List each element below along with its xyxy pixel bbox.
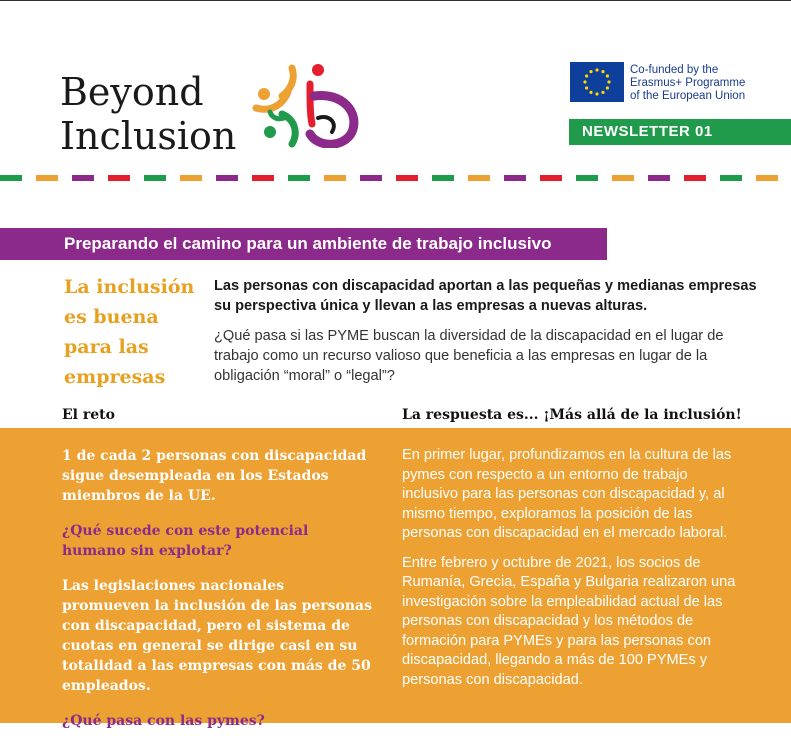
dash-segment — [756, 175, 778, 181]
side-title: La inclusión es buena para las empresas — [64, 276, 195, 388]
dash-segment — [576, 175, 598, 181]
top-border — [0, 0, 791, 1]
challenge-question-1: ¿Qué sucede con este potencial humano sin explotar? — [62, 523, 309, 559]
dash-segment — [360, 175, 382, 181]
dash-segment — [216, 175, 238, 181]
dash-segment — [468, 175, 490, 181]
right-column-heading: La respuesta es... ¡Más allá de la inclusión! — [402, 407, 742, 423]
newsletter-badge: NEWSLETTER 01 — [569, 119, 791, 145]
dash-segment — [684, 175, 706, 181]
challenge-legislation: Las legislaciones nacionales promueven la inclusión de las personas con discapacidad, pero el sistema de cuotas en general se dirige casi en su totalidad a las empresas con más de 50 empleados. — [62, 578, 373, 694]
logo-line-2: Inclusion — [60, 114, 237, 158]
dash-segment — [36, 175, 58, 181]
left-column — [62, 446, 374, 746]
left-column-heading: El reto — [62, 407, 115, 423]
section-title-bar: Preparando el camino para un ambiente de trabajo inclusivo — [0, 228, 607, 260]
decorative-dash-divider — [0, 175, 791, 181]
dash-segment — [72, 175, 94, 181]
challenge-question-2: ¿Qué pasa con las pymes? — [62, 713, 265, 729]
intro-lead: Las personas con discapacidad aportan a las pequeñas y medianas empresas su perspectiva única y llevan a las empresas a nuevas alturas. — [214, 278, 757, 314]
dash-segment — [324, 175, 346, 181]
eu-cofunded-text: Co-funded by the Erasmus+ Programme of the European Union — [630, 64, 746, 102]
dash-segment — [648, 175, 670, 181]
answer-paragraph-2: Entre febrero y octubre de 2021, los socios de Rumanía, Grecia, España y Bulgaria realizaron una investigación sobre la empleabilidad actual de las personas con discapacidad y los métodos de formación para PYMEs y para las personas con discapacidad, llegando a más de 100 PYMEs y personas con discapacidad. — [402, 554, 736, 688]
dash-segment — [144, 175, 166, 181]
logo-line-1: Beyond — [60, 70, 204, 114]
dash-segment — [432, 175, 454, 181]
dash-segment — [288, 175, 310, 181]
dash-segment — [180, 175, 202, 181]
dash-segment — [612, 175, 634, 181]
dash-segment — [504, 175, 526, 181]
beyond-inclusion-logo-mark-icon — [252, 62, 364, 148]
dash-segment — [0, 175, 22, 181]
answer-paragraph-1: En primer lugar, profundizamos en la cultura de las pymes con respecto a un entorno de trabajo inclusivo para las personas con discapacidad y, al mismo tiempo, exploramos la posición de las personas con discapacidad en el mercado laboral. — [402, 447, 732, 541]
dash-segment — [720, 175, 742, 181]
challenge-stat: 1 de cada 2 personas con discapacidad sigue desempleada en los Estados miembros de la UE. — [62, 448, 367, 504]
dash-segment — [252, 175, 274, 181]
dash-segment — [540, 175, 562, 181]
right-column — [402, 446, 742, 700]
dash-segment — [396, 175, 418, 181]
dash-segment — [108, 175, 130, 181]
eu-flag-icon — [570, 62, 624, 102]
beyond-inclusion-logo-text — [60, 70, 236, 158]
intro-question: ¿Qué pasa si las PYME buscan la diversidad de la discapacidad en el lugar de trabajo como un recurso valioso que beneficia a las empresas en lugar de la obligación “moral” o “legal”? — [214, 328, 724, 384]
